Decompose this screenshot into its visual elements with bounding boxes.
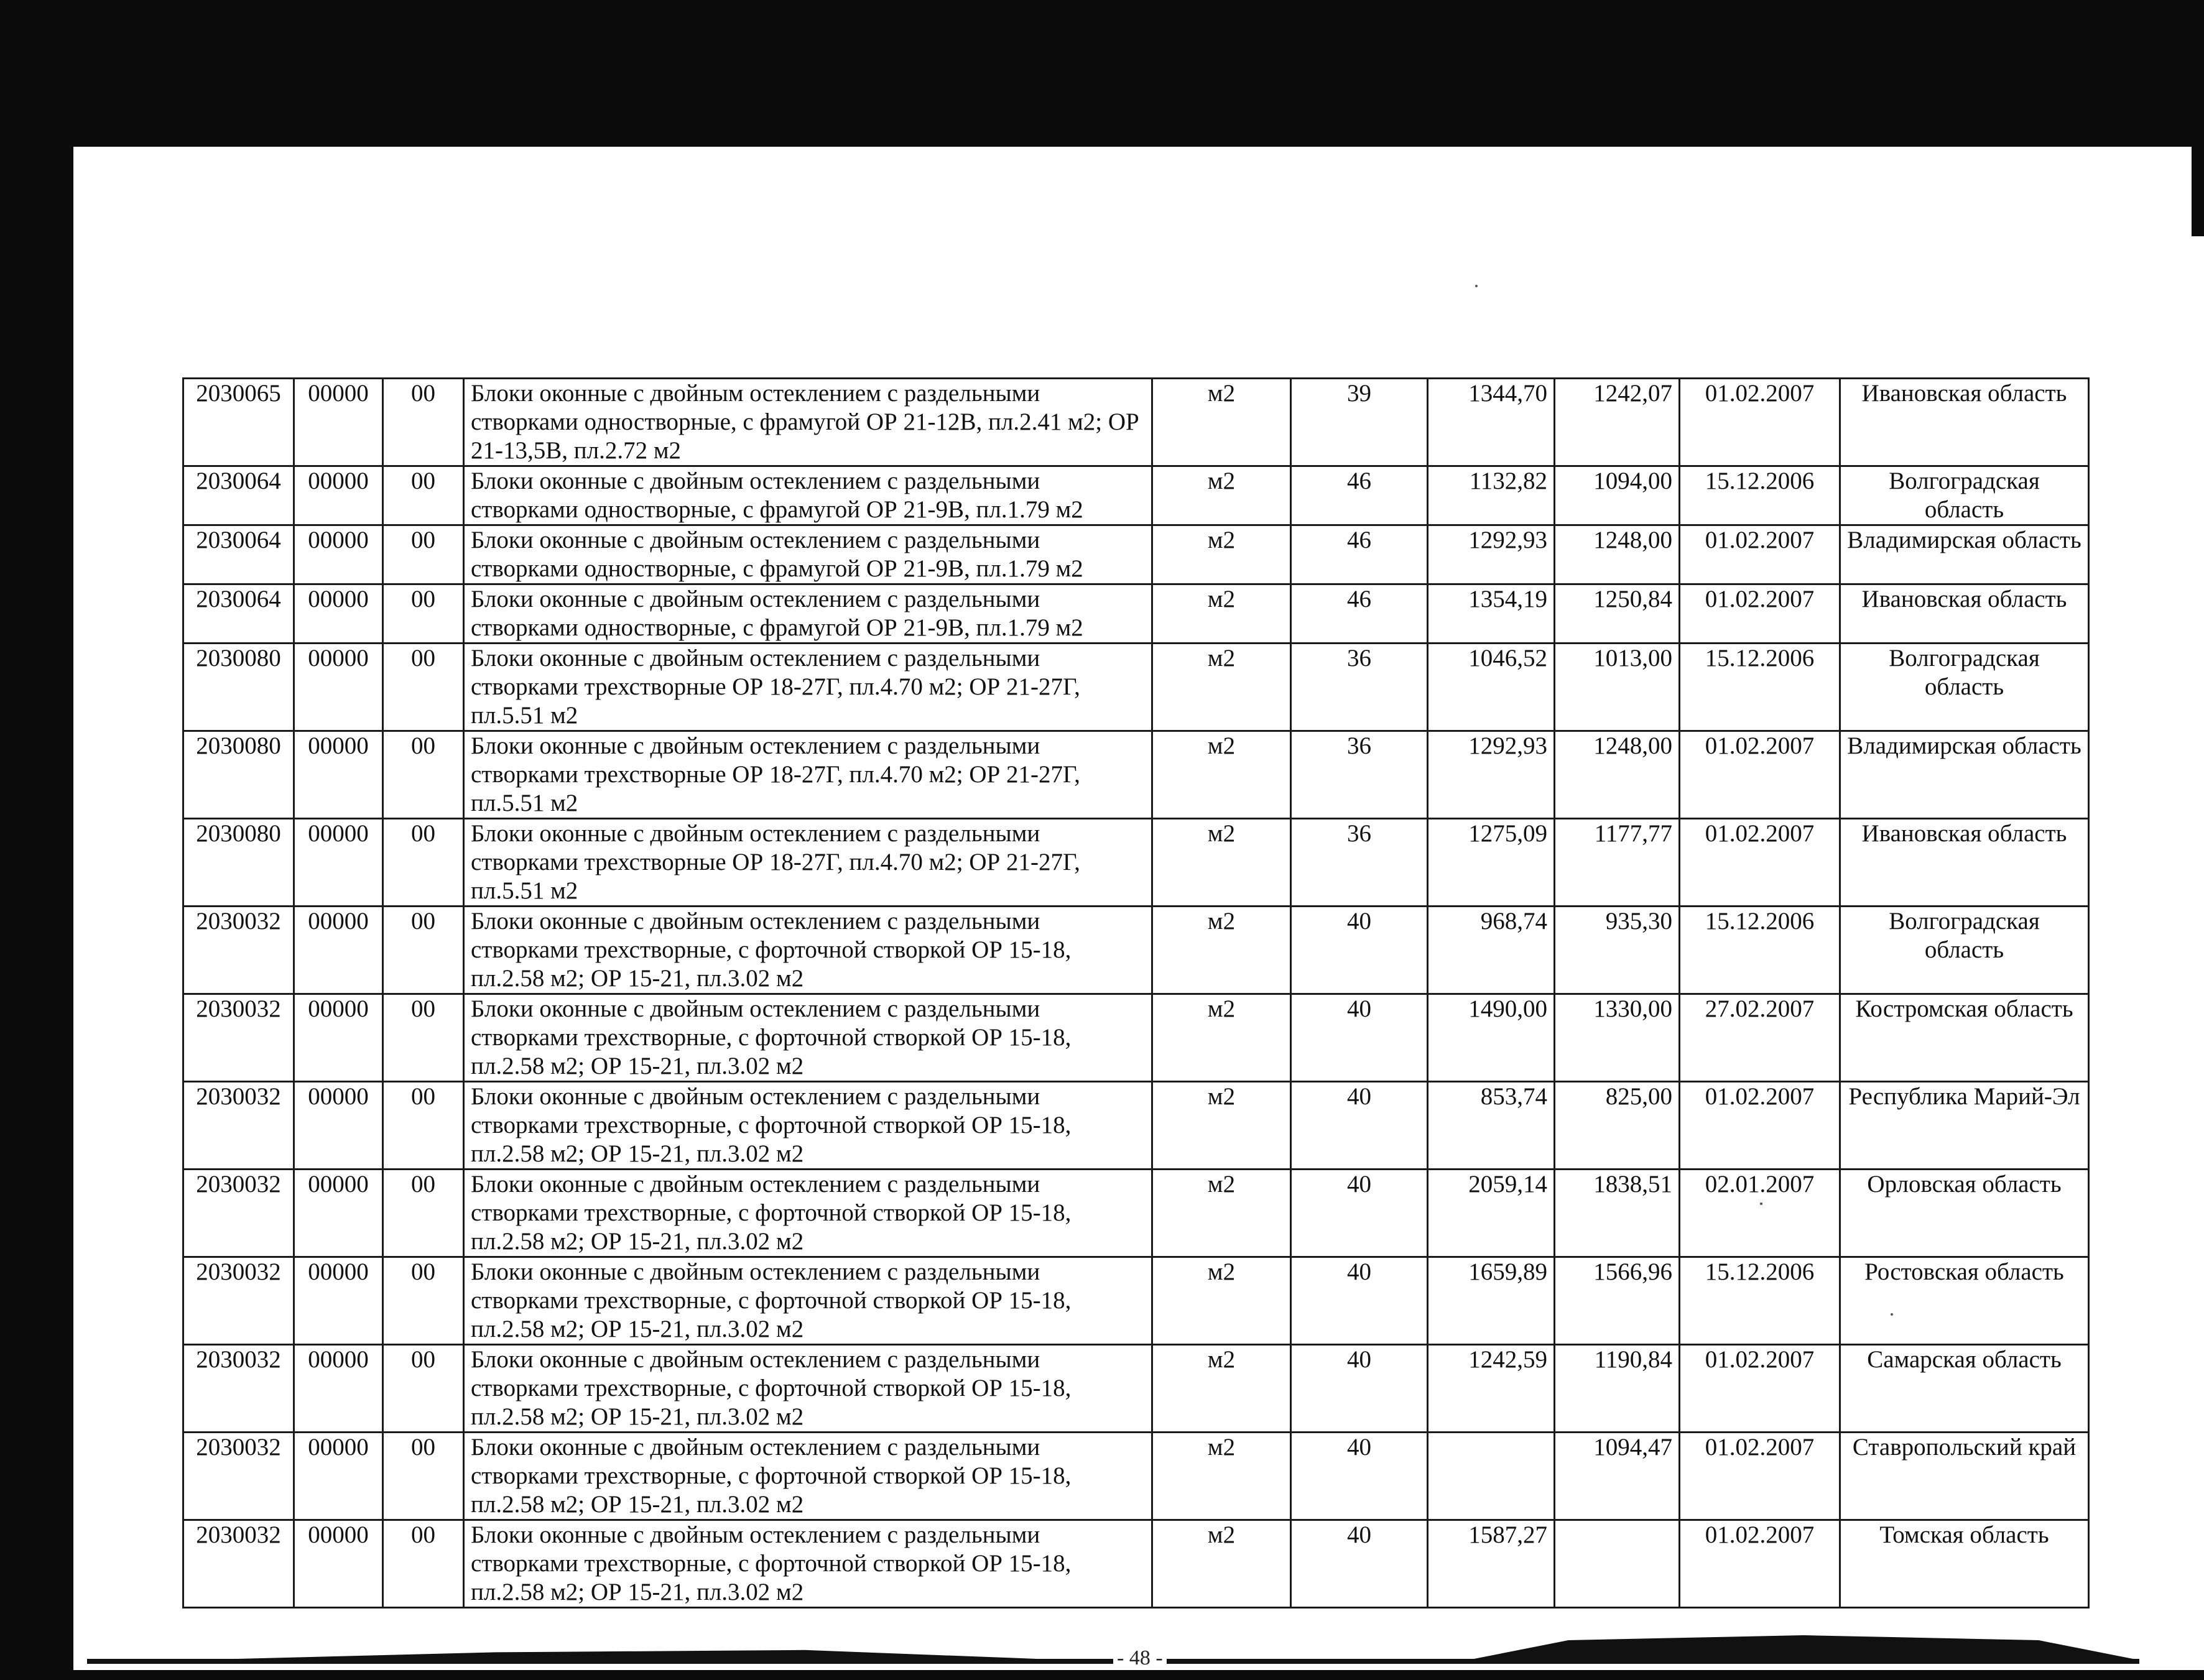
table-row — [183, 907, 2089, 994]
cell-quantity: 36 — [1291, 644, 1428, 731]
cell-description: Блоки оконные с двойным остеклением с раздельными створками трехстворные ОР 18-27Г, пл.4.70 м2; ОР 21-27Г, пл.5.51 м2 — [464, 731, 1152, 819]
cell-description: Блоки оконные с двойным остеклением с раздельными створками трехстворные, с форточной створкой ОР 15-18, пл.2.58 м2; ОР 15-21, пл.3.02 м2 — [464, 1082, 1152, 1170]
cell-variant: 00 — [383, 1082, 464, 1170]
cell-price-with-vat: 1132,82 — [1428, 466, 1555, 525]
cell-description: Блоки оконные с двойным остеклением с раздельными створками трехстворные, с форточной створкой ОР 15-18, пл.2.58 м2; ОР 15-21, пл.3.02 м2 — [464, 907, 1152, 994]
cell-price-with-vat: 1659,89 — [1428, 1257, 1555, 1345]
cell-price-with-vat: 1490,00 — [1428, 994, 1555, 1082]
cell-price-with-vat: 1292,93 — [1428, 731, 1555, 819]
cell-date: 01.02.2007 — [1680, 819, 1840, 907]
cell-date: 15.12.2006 — [1680, 907, 1840, 994]
cell-unit: м2 — [1152, 525, 1291, 584]
cell-region: Волгоградская область — [1840, 644, 2089, 731]
cell-variant: 00 — [383, 1345, 464, 1433]
cell-description: Блоки оконные с двойным остеклением с раздельными створками трехстворные ОР 18-27Г, пл.4.70 м2; ОР 21-27Г, пл.5.51 м2 — [464, 819, 1152, 907]
cell-code: 2030064 — [183, 525, 294, 584]
cell-quantity: 40 — [1291, 1433, 1428, 1520]
cell-unit: м2 — [1152, 379, 1291, 466]
cell-subcode: 00000 — [294, 994, 383, 1082]
table-row — [183, 379, 2089, 466]
cell-price: 1250,84 — [1555, 584, 1680, 644]
cell-price-with-vat: 1242,59 — [1428, 1345, 1555, 1433]
cell-price-with-vat: 968,74 — [1428, 907, 1555, 994]
cell-variant: 00 — [383, 584, 464, 644]
cell-unit: м2 — [1152, 907, 1291, 994]
cell-subcode: 00000 — [294, 525, 383, 584]
cell-region: Владимирская область — [1840, 525, 2089, 584]
cell-quantity: 46 — [1291, 525, 1428, 584]
cell-region: Ивановская область — [1840, 379, 2089, 466]
cell-code: 2030032 — [183, 1170, 294, 1257]
cell-variant: 00 — [383, 525, 464, 584]
table-body — [183, 379, 2089, 1608]
scan-border-top — [0, 0, 2204, 147]
cell-region: Волгоградская область — [1840, 466, 2089, 525]
cell-quantity: 39 — [1291, 379, 1428, 466]
cell-description: Блоки оконные с двойным остеклением с раздельными створками трехстворные, с форточной створкой ОР 15-18, пл.2.58 м2; ОР 15-21, пл.3.02 м2 — [464, 1433, 1152, 1520]
cell-description: Блоки оконные с двойным остеклением с раздельными створками трехстворные, с форточной створкой ОР 15-18, пл.2.58 м2; ОР 15-21, пл.3.02 м2 — [464, 994, 1152, 1082]
cell-quantity: 40 — [1291, 1520, 1428, 1608]
cell-subcode: 00000 — [294, 379, 383, 466]
cell-subcode: 00000 — [294, 644, 383, 731]
cell-code: 2030064 — [183, 466, 294, 525]
cell-date: 15.12.2006 — [1680, 644, 1840, 731]
cell-subcode: 00000 — [294, 731, 383, 819]
cell-code: 2030080 — [183, 644, 294, 731]
cell-description: Блоки оконные с двойным остеклением с раздельными створками трехстворные, с форточной створкой ОР 15-18, пл.2.58 м2; ОР 15-21, пл.3.02 м2 — [464, 1345, 1152, 1433]
cell-unit: м2 — [1152, 1257, 1291, 1345]
cell-date: 01.02.2007 — [1680, 1345, 1840, 1433]
cell-price-with-vat: 853,74 — [1428, 1082, 1555, 1170]
cell-subcode: 00000 — [294, 584, 383, 644]
cell-price: 1190,84 — [1555, 1345, 1680, 1433]
table-row — [183, 1082, 2089, 1170]
cell-variant: 00 — [383, 731, 464, 819]
cell-subcode: 00000 — [294, 907, 383, 994]
cell-variant: 00 — [383, 466, 464, 525]
cell-price-with-vat: 1275,09 — [1428, 819, 1555, 907]
cell-price-with-vat — [1428, 1433, 1555, 1520]
cell-quantity: 46 — [1291, 584, 1428, 644]
cell-subcode: 00000 — [294, 1082, 383, 1170]
cell-subcode: 00000 — [294, 819, 383, 907]
price-table — [182, 377, 2090, 1608]
cell-price: 1177,77 — [1555, 819, 1680, 907]
cell-date: 01.02.2007 — [1680, 584, 1840, 644]
scan-border-bottom — [0, 1670, 2204, 1680]
cell-unit: м2 — [1152, 994, 1291, 1082]
cell-description: Блоки оконные с двойным остеклением с раздельными створками трехстворные, с форточной створкой ОР 15-18, пл.2.58 м2; ОР 15-21, пл.3.02 м2 — [464, 1170, 1152, 1257]
table-row — [183, 819, 2089, 907]
cell-quantity: 40 — [1291, 994, 1428, 1082]
cell-quantity: 40 — [1291, 1257, 1428, 1345]
cell-code: 2030032 — [183, 1257, 294, 1345]
cell-price — [1555, 1520, 1680, 1608]
cell-region: Томская область — [1840, 1520, 2089, 1608]
cell-quantity: 36 — [1291, 819, 1428, 907]
table-row — [183, 525, 2089, 584]
cell-price: 1094,47 — [1555, 1433, 1680, 1520]
cell-price: 1248,00 — [1555, 731, 1680, 819]
cell-price: 1248,00 — [1555, 525, 1680, 584]
cell-price: 1013,00 — [1555, 644, 1680, 731]
cell-description: Блоки оконные с двойным остеклением с раздельными створками одностворные, с фрамугой ОР 21-9В, пл.1.79 м2 — [464, 525, 1152, 584]
cell-unit: м2 — [1152, 644, 1291, 731]
cell-variant: 00 — [383, 994, 464, 1082]
cell-code: 2030032 — [183, 1082, 294, 1170]
cell-description: Блоки оконные с двойным остеклением с раздельными створками одностворные, с фрамугой ОР 21-12В, пл.2.41 м2; ОР 21-13,5В, пл.2.72 м2 — [464, 379, 1152, 466]
table-row — [183, 1433, 2089, 1520]
cell-price-with-vat: 1046,52 — [1428, 644, 1555, 731]
cell-variant: 00 — [383, 644, 464, 731]
cell-unit: м2 — [1152, 1345, 1291, 1433]
cell-code: 2030080 — [183, 819, 294, 907]
cell-variant: 00 — [383, 1520, 464, 1608]
cell-region: Ивановская область — [1840, 584, 2089, 644]
cell-region: Ставропольский край — [1840, 1433, 2089, 1520]
cell-quantity: 36 — [1291, 731, 1428, 819]
cell-unit: м2 — [1152, 1433, 1291, 1520]
cell-unit: м2 — [1152, 819, 1291, 907]
cell-variant: 00 — [383, 1433, 464, 1520]
cell-subcode: 00000 — [294, 1345, 383, 1433]
table-row — [183, 1257, 2089, 1345]
cell-quantity: 40 — [1291, 907, 1428, 994]
cell-quantity: 46 — [1291, 466, 1428, 525]
cell-price: 1566,96 — [1555, 1257, 1680, 1345]
table-row — [183, 1520, 2089, 1608]
cell-unit: м2 — [1152, 466, 1291, 525]
cell-quantity: 40 — [1291, 1082, 1428, 1170]
cell-price-with-vat: 1292,93 — [1428, 525, 1555, 584]
cell-price-with-vat: 2059,14 — [1428, 1170, 1555, 1257]
cell-description: Блоки оконные с двойным остеклением с раздельными створками трехстворные, с форточной створкой ОР 15-18, пл.2.58 м2; ОР 15-21, пл.3.02 м2 — [464, 1520, 1152, 1608]
cell-description: Блоки оконные с двойным остеклением с раздельными створками одностворные, с фрамугой ОР 21-9В, пл.1.79 м2 — [464, 584, 1152, 644]
scan-border-left — [0, 0, 73, 1680]
cell-subcode: 00000 — [294, 1520, 383, 1608]
cell-variant: 00 — [383, 819, 464, 907]
cell-date: 01.02.2007 — [1680, 379, 1840, 466]
cell-subcode: 00000 — [294, 1433, 383, 1520]
cell-price-with-vat: 1354,19 — [1428, 584, 1555, 644]
table-row — [183, 994, 2089, 1082]
cell-code: 2030032 — [183, 994, 294, 1082]
cell-code: 2030065 — [183, 379, 294, 466]
cell-description: Блоки оконные с двойным остеклением с раздельными створками трехстворные, с форточной створкой ОР 15-18, пл.2.58 м2; ОР 15-21, пл.3.02 м2 — [464, 1257, 1152, 1345]
table-row — [183, 584, 2089, 644]
cell-subcode: 00000 — [294, 1170, 383, 1257]
cell-description: Блоки оконные с двойным остеклением с раздельными створками одностворные, с фрамугой ОР 21-9В, пл.1.79 м2 — [464, 466, 1152, 525]
cell-description: Блоки оконные с двойным остеклением с раздельными створками трехстворные ОР 18-27Г, пл.4.70 м2; ОР 21-27Г, пл.5.51 м2 — [464, 644, 1152, 731]
cell-date: 02.01.2007 — [1680, 1170, 1840, 1257]
cell-price: 825,00 — [1555, 1082, 1680, 1170]
table-row — [183, 731, 2089, 819]
cell-region: Владимирская область — [1840, 731, 2089, 819]
cell-date: 01.02.2007 — [1680, 1520, 1840, 1608]
cell-price: 1242,07 — [1555, 379, 1680, 466]
cell-price: 1330,00 — [1555, 994, 1680, 1082]
cell-date: 01.02.2007 — [1680, 1433, 1840, 1520]
cell-quantity: 40 — [1291, 1170, 1428, 1257]
cell-date: 27.02.2007 — [1680, 994, 1840, 1082]
cell-code: 2030032 — [183, 1520, 294, 1608]
cell-unit: м2 — [1152, 1170, 1291, 1257]
cell-price: 1094,00 — [1555, 466, 1680, 525]
cell-code: 2030080 — [183, 731, 294, 819]
cell-region: Республика Марий-Эл — [1840, 1082, 2089, 1170]
table-row — [183, 1345, 2089, 1433]
cell-code: 2030032 — [183, 1433, 294, 1520]
table-row — [183, 1170, 2089, 1257]
cell-region: Костромская область — [1840, 994, 2089, 1082]
cell-code: 2030032 — [183, 907, 294, 994]
cell-region: Волгоградская область — [1840, 907, 2089, 994]
cell-price: 935,30 — [1555, 907, 1680, 994]
cell-date: 01.02.2007 — [1680, 1082, 1840, 1170]
scan-border-right — [2192, 0, 2204, 236]
cell-region: Самарская область — [1840, 1345, 2089, 1433]
cell-unit: м2 — [1152, 584, 1291, 644]
cell-region: Ивановская область — [1840, 819, 2089, 907]
scan-speck — [1475, 285, 1478, 287]
cell-price-with-vat: 1587,27 — [1428, 1520, 1555, 1608]
cell-variant: 00 — [383, 1257, 464, 1345]
cell-region: Орловская область — [1840, 1170, 2089, 1257]
cell-date: 01.02.2007 — [1680, 731, 1840, 819]
cell-unit: м2 — [1152, 731, 1291, 819]
cell-unit: м2 — [1152, 1520, 1291, 1608]
cell-code: 2030032 — [183, 1345, 294, 1433]
cell-price: 1838,51 — [1555, 1170, 1680, 1257]
page-number: - 48 - — [1113, 1646, 1167, 1670]
cell-variant: 00 — [383, 907, 464, 994]
cell-region: Ростовская область — [1840, 1257, 2089, 1345]
cell-code: 2030064 — [183, 584, 294, 644]
cell-variant: 00 — [383, 379, 464, 466]
table-row — [183, 466, 2089, 525]
cell-subcode: 00000 — [294, 1257, 383, 1345]
cell-date: 15.12.2006 — [1680, 466, 1840, 525]
table-row — [183, 644, 2089, 731]
cell-unit: м2 — [1152, 1082, 1291, 1170]
cell-quantity: 40 — [1291, 1345, 1428, 1433]
cell-date: 15.12.2006 — [1680, 1257, 1840, 1345]
cell-date: 01.02.2007 — [1680, 525, 1840, 584]
cell-subcode: 00000 — [294, 466, 383, 525]
cell-price-with-vat: 1344,70 — [1428, 379, 1555, 466]
cell-variant: 00 — [383, 1170, 464, 1257]
